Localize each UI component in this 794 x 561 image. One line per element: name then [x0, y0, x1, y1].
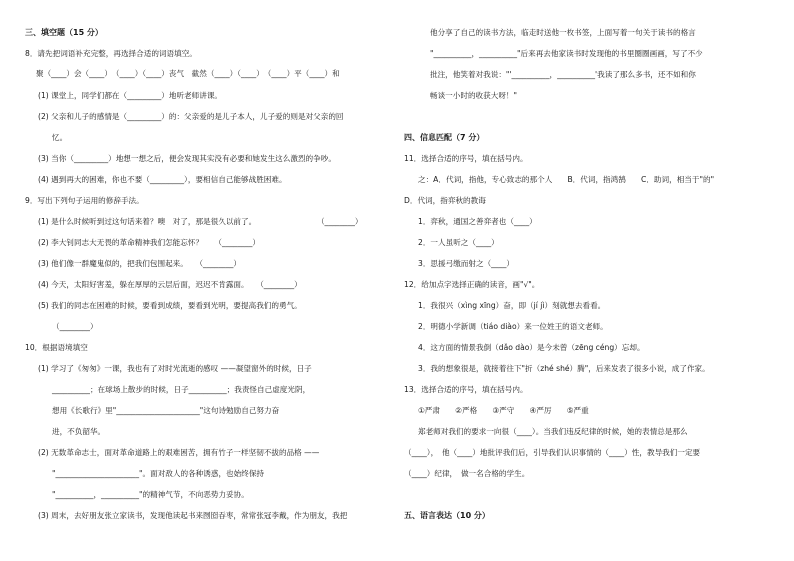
right-line-6: 之：A．代词，指他，专心致志的那个人 B．代词，指鸿鹄 C．助词，相当于"的"	[418, 175, 715, 184]
right-line-12: 1．我很兴（xìng xīng）奋，即（jí jì）刻就想去看看。	[418, 301, 606, 310]
left-line-11: (3) 他们像一群魔鬼似的，把我们包围起来。 （________）	[38, 259, 242, 268]
right-line-21: 五、语言表达（10 分）	[404, 511, 490, 520]
left-line-2: 聚（____）会（____） （____）（____）丧气 截然（____）（____） （____）平（____）和	[36, 69, 340, 78]
left-line-13: (5) 我们的同志在困难的时候，要看到成绩，要看到光明，要提高我们的勇气。	[38, 301, 302, 310]
right-line-18: 郑老师对我们的要求一向很（____）。当我们违反纪律的时候，她的表情总是那么	[418, 427, 688, 436]
left-line-6: (3) 当你（_________）地想一想之后，便会发现其实没有必要和她发生这么激烈的争吵。	[38, 154, 336, 163]
right-line-13: 2．明德小学新调（tiáo diào）来一位姓王的语文老师。	[418, 322, 608, 331]
left-line-23: (3) 周末，去好朋友张立家读书，发现他读起书来囫囵吞枣，常常张冠李戴，作为朋友，我把	[38, 511, 348, 520]
left-line-4: (2) 父亲和儿子的感情是（_________）的：父亲爱的是儿子本人，儿子爱的则是对父亲的回	[38, 112, 344, 121]
left-line-0: 三、填空题（15 分）	[25, 28, 103, 37]
right-line-10: 3．思援弓缴而射之（____）	[418, 259, 514, 268]
right-line-16: 13．选择合适的序号，填在括号内。	[404, 385, 528, 394]
left-line-22: "__________，__________"的精神气节，不向恶势力妥协。	[52, 490, 249, 499]
left-line-19: 进，不负韶华。	[52, 427, 106, 436]
left-line-8: 9．写出下列句子运用的修辞手法。	[25, 196, 144, 205]
right-line-20: （____）纪律， 做一名合格的学生。	[404, 469, 530, 478]
right-line-4: 四、信息匹配（7 分）	[404, 133, 485, 142]
left-line-7: (4) 遇到再大的困难，你也不要（_________），要相信自己能够战胜困难。	[38, 175, 287, 184]
right-line-11: 12．给加点字选择正确的读音，画"√"。	[404, 280, 540, 289]
left-line-18: 想用《长歌行》里"______________________"这句诗勉励自己努力奋	[52, 406, 280, 415]
right-line-3: 畅谈一小时的收获大呀！"	[430, 91, 518, 100]
right-line-14: 4．这方面的情景我倒（dǎo dào）是今未曾（zēng céng）忘却。	[418, 343, 645, 352]
left-line-20: (2) 无数革命志士，面对革命道路上的艰难困苦，拥有竹子一样坚韧不拔的品格 ——	[38, 448, 320, 457]
right-line-19: （____）， 他（____）地批评我们后，引导我们认识事情的（____）性，教导我们一定要	[404, 448, 701, 457]
right-line-9: 2．一人虽听之（____）	[418, 238, 499, 247]
left-line-14: （________）	[52, 322, 98, 331]
left-line-21: "______________________"。面对敌人的各种诱惑，也始终保持	[52, 469, 265, 478]
left-line-15: 10．根据语境填空	[25, 343, 88, 352]
left-line-9: (1) 是什么时候听到过这句话来着？噢 对了，那是很久以前了。 （________）	[38, 217, 363, 226]
right-line-7: D．代词，指弈秋的教诲	[404, 196, 486, 205]
left-line-16: (1) 学习了《匆匆》一课，我也有了对时光流逝的感叹 ——凝望窗外的时候，日子	[38, 364, 312, 373]
right-line-0: 他分享了自己的读书方法，临走时送他一枚书签，上面写着一句关于读书的格言	[430, 28, 696, 37]
right-line-17: ①严肃 ②严格 ③严守 ④严厉 ⑤严重	[418, 406, 589, 415]
right-line-8: 1．弈秋，通国之善弈者也（____）	[418, 217, 537, 226]
left-line-17: __________；在球场上散步的时候，日子__________；我责怪自己虚度光阴，	[52, 385, 311, 394]
left-line-1: 8．请先把词语补充完整，再选择合适的词语填空。	[25, 49, 197, 58]
right-line-15: 3．我的想象很是，就接着往下"折（zhé shé）腾"，后来发表了很多小说，成了作家。	[418, 364, 710, 373]
left-line-3: (1) 课堂上，同学们都在（_________）地听老师讲课。	[38, 91, 223, 100]
right-line-2: 批注，他笑着对我说："'__________，__________'我读了那么多书，还不如和你	[430, 70, 696, 79]
left-line-10: (2) 李大钊同志大无畏的革命精神我们怎能忘怀？ （________）	[38, 238, 260, 247]
right-line-5: 11．选择合适的序号，填在括号内。	[404, 154, 528, 163]
right-line-1: "__________，__________"后来再去他家读书时发现他的书里圈圈画画，写了不少	[430, 49, 703, 58]
left-line-12: (4) 今天，太阳好害羞，躲在厚厚的云层后面，迟迟不肯露面。 （________）	[38, 280, 302, 289]
left-line-5: 忆。	[52, 133, 68, 142]
